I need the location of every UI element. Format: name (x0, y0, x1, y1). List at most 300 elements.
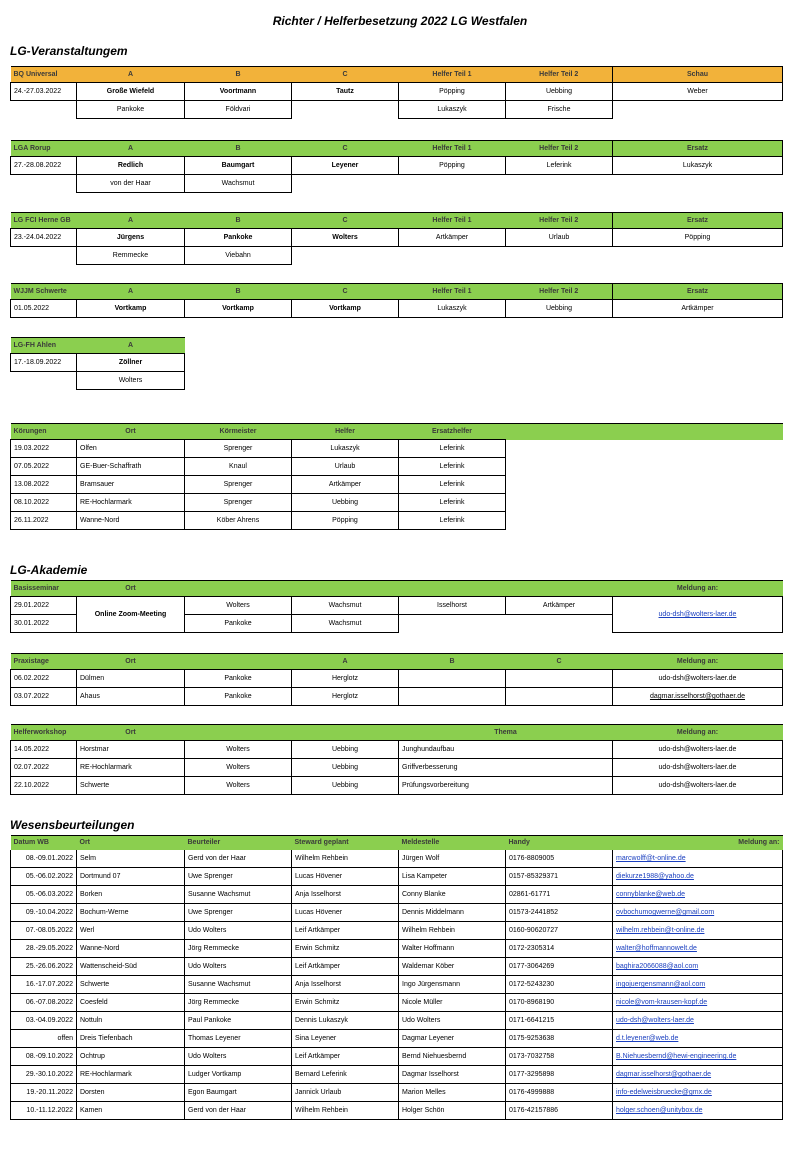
header-cell: A (77, 338, 185, 354)
cell: Olfen (77, 440, 185, 458)
praxistage-table (10, 653, 783, 706)
header-cell: Ersatz (613, 141, 783, 157)
cell: Lisa Kampeter (399, 868, 506, 886)
cell (506, 440, 783, 458)
cell: Jürgens (77, 229, 185, 247)
table-row (11, 1084, 783, 1102)
cell: 02861-61771 (506, 886, 613, 904)
table-header-row (11, 141, 783, 157)
cell: Sina Leyener (292, 1030, 399, 1048)
table-row (11, 157, 783, 175)
cell: 0176-42157886 (506, 1102, 613, 1120)
header-cell: A (77, 213, 185, 229)
cell: Walter Hoffmann (399, 940, 506, 958)
cell: Erwin Schmitz (292, 994, 399, 1012)
table-row (11, 741, 783, 759)
date-cell: offen (11, 1030, 77, 1048)
header-cell (506, 581, 613, 597)
cell: Frische (506, 101, 613, 119)
header-cell: Helfer Teil 2 (506, 141, 613, 157)
table-row (11, 886, 783, 904)
cell: 0170-8968190 (506, 994, 613, 1012)
cell (506, 670, 613, 688)
cell: Wachsmut (185, 175, 292, 193)
section-heading-wesensbeurteilungen: Wesensbeurteilungen (10, 818, 135, 832)
event-table-lg-fci-herne (10, 212, 783, 265)
cell: Udo Wolters (185, 922, 292, 940)
cell: Schwerte (77, 777, 185, 795)
date-cell: 08.-09.10.2022 (11, 1048, 77, 1066)
cell: Erwin Schmitz (292, 940, 399, 958)
meldung-email[interactable] (613, 688, 783, 706)
header-cell: C (292, 67, 399, 83)
cell: Wachsmut (292, 615, 399, 633)
header-cell: Ersatzhelfer (399, 424, 506, 440)
table-row (11, 777, 783, 795)
cell (399, 615, 506, 633)
cell (11, 175, 77, 193)
header-cell: Helfer Teil 2 (506, 213, 613, 229)
cell: Borken (77, 886, 185, 904)
header-cell: Meldung an: (613, 581, 783, 597)
cell: Uebbing (292, 777, 399, 795)
cell (11, 247, 77, 265)
cell (506, 175, 613, 193)
header-cell: Datum WB (11, 836, 77, 850)
cell: Herglotz (292, 670, 399, 688)
cell: RE-Hochlarmark (77, 759, 185, 777)
header-cell: Ort (77, 424, 185, 440)
cell: Uebbing (292, 759, 399, 777)
header-cell: B (185, 67, 292, 83)
cell: Coesfeld (77, 994, 185, 1012)
header-cell: C (292, 213, 399, 229)
table-row (11, 904, 783, 922)
cell: 0173-7032758 (506, 1048, 613, 1066)
meldung-email[interactable]: udo-dsh@wolters-laer.de (613, 777, 783, 795)
table-row (11, 83, 783, 101)
cell: Uebbing (506, 83, 613, 101)
event-table-bq-universal (10, 66, 783, 119)
cell: Jörg Remmecke (185, 940, 292, 958)
cell: Wilhelm Rehbein (292, 1102, 399, 1120)
date-cell: 06.02.2022 (11, 670, 77, 688)
header-cell: B (399, 654, 506, 670)
cell: Wolters (77, 372, 185, 390)
cell: 0157-85329371 (506, 868, 613, 886)
cell: Gerd von der Haar (185, 1102, 292, 1120)
header-cell (506, 424, 783, 440)
cell: 0176-4999888 (506, 1084, 613, 1102)
header-cell: Praxistage (11, 654, 77, 670)
cell: Leyener (292, 157, 399, 175)
document-title: Richter / Helferbesetzung 2022 LG Westfalen (272, 14, 528, 28)
table-header-row (11, 581, 783, 597)
cell: Pankoke (185, 615, 292, 633)
cell: Susanne Wachsmut (185, 886, 292, 904)
cell: Nicole Müller (399, 994, 506, 1012)
date-cell: 26.11.2022 (11, 512, 77, 530)
meldung-email-link[interactable]: walter@hoffmannowelt.de (613, 940, 783, 958)
helferworkshop-table (10, 724, 783, 795)
cell: Conny Blanke (399, 886, 506, 904)
meldung-email-link[interactable]: ovbochumogwerne@gmail.com (613, 904, 783, 922)
cell: Pöpping (613, 229, 783, 247)
cell (506, 458, 783, 476)
cell (506, 512, 783, 530)
cell: GE-Buer-Schaffrath (77, 458, 185, 476)
cell: Selm (77, 850, 185, 868)
cell: Wilhelm Rehbein (399, 922, 506, 940)
cell: Lucas Hövener (292, 868, 399, 886)
cell: Lukaszyk (399, 300, 506, 318)
cell: Leferink (399, 494, 506, 512)
cell: Pöpping (399, 83, 506, 101)
cell: Artkämper (399, 229, 506, 247)
cell: RE-Hochlarmark (77, 494, 185, 512)
basisseminar-table (10, 580, 783, 633)
meldung-email[interactable]: udo-dsh@wolters-laer.de (613, 759, 783, 777)
date-cell: 08.10.2022 (11, 494, 77, 512)
cell: Weber (613, 83, 783, 101)
header-cell: A (77, 141, 185, 157)
cell: Wilhelm Rehbein (292, 850, 399, 868)
header-cell: Beurteiler (185, 836, 292, 850)
table-header-row (11, 424, 783, 440)
cell: Redlich (77, 157, 185, 175)
meldung-email[interactable] (613, 597, 783, 633)
cell: 0177-3295898 (506, 1066, 613, 1084)
koerungen-table (10, 423, 783, 530)
cell: Uwe Sprenger (185, 868, 292, 886)
date-cell: 06.-07.08.2022 (11, 994, 77, 1012)
header-cell: A (77, 284, 185, 300)
cell: Egon Baumgart (185, 1084, 292, 1102)
header-cell: Helferworkshop (11, 725, 77, 741)
cell: Wolters (292, 229, 399, 247)
cell: Ochtrup (77, 1048, 185, 1066)
table-row (11, 175, 783, 193)
header-cell: Meldung an: (613, 836, 783, 850)
email-link[interactable]: dagmar.isselhorst@gothaer.de (649, 693, 746, 700)
header-cell: B (185, 141, 292, 157)
cell (292, 247, 399, 265)
cell: Pankoke (185, 229, 292, 247)
date-cell: 14.05.2022 (11, 741, 77, 759)
header-cell: C (292, 284, 399, 300)
header-cell: Helfer Teil 1 (399, 213, 506, 229)
cell: Ingo Jürgensmann (399, 976, 506, 994)
table-header-row (11, 654, 783, 670)
date-cell: 29.-30.10.2022 (11, 1066, 77, 1084)
meldung-email-link[interactable]: ingojuergensmann@aol.com (613, 976, 783, 994)
cell: 01573-2441852 (506, 904, 613, 922)
cell: Lukaszyk (292, 440, 399, 458)
table-row (11, 494, 783, 512)
cell: Bramsauer (77, 476, 185, 494)
date-cell: 02.07.2022 (11, 759, 77, 777)
cell: Isselhorst (399, 597, 506, 615)
header-cell: Helfer Teil 1 (399, 67, 506, 83)
cell: 0171-6641215 (506, 1012, 613, 1030)
meldung-email-link[interactable]: wilhelm.rehbein@t-online.de (613, 922, 783, 940)
table-row (11, 1048, 783, 1066)
cell: Große Wiefeld (77, 83, 185, 101)
table-header-row (11, 836, 783, 850)
header-cell: LG FCI Herne GB (11, 213, 77, 229)
meldung-email-link[interactable]: baghira2066088@aol.com (613, 958, 783, 976)
cell: Anja Isselhorst (292, 976, 399, 994)
table-row (11, 1030, 783, 1048)
cell: 0172-2305314 (506, 940, 613, 958)
cell: Sprenger (185, 440, 292, 458)
cell: Pankoke (185, 688, 292, 706)
header-cell (185, 725, 292, 741)
header-cell (185, 581, 292, 597)
meldung-email-link[interactable]: dagmar.isselhorst@gothaer.de (613, 1066, 783, 1084)
cell: Paul Pankoke (185, 1012, 292, 1030)
cell: Horstmar (77, 741, 185, 759)
cell: Köber Ahrens (185, 512, 292, 530)
cell: Ludger Vortkamp (185, 1066, 292, 1084)
date-cell: 01.05.2022 (11, 300, 77, 318)
cell: Jannick Urlaub (292, 1084, 399, 1102)
date-cell: 10.-11.12.2022 (11, 1102, 77, 1120)
cell: Viebahn (185, 247, 292, 265)
date-cell: 13.08.2022 (11, 476, 77, 494)
header-cell: Körungen (11, 424, 77, 440)
date-cell: 30.01.2022 (11, 615, 77, 633)
date-cell: 07.-08.05.2022 (11, 922, 77, 940)
cell: Udo Wolters (185, 1048, 292, 1066)
header-cell: B (185, 213, 292, 229)
table-header-row (11, 213, 783, 229)
header-cell (292, 581, 399, 597)
thema-cell: Prüfungsvorbereitung (399, 777, 613, 795)
cell (506, 476, 783, 494)
cell: Wanne-Nord (77, 512, 185, 530)
cell: Vortkamp (292, 300, 399, 318)
cell: Schwerte (77, 976, 185, 994)
header-cell: A (292, 654, 399, 670)
date-cell: 25.-26.06.2022 (11, 958, 77, 976)
cell: Urlaub (292, 458, 399, 476)
meldung-email-link[interactable]: B.Niehuesbernd@hewi-engineering.de (613, 1048, 783, 1066)
cell: Dülmen (77, 670, 185, 688)
date-cell: 05.-06.03.2022 (11, 886, 77, 904)
cell: Artkämper (506, 597, 613, 615)
meldung-email-link[interactable]: diekurze1988@yahoo.de (613, 868, 783, 886)
cell: 0160-90620727 (506, 922, 613, 940)
meldung-email-link[interactable]: nicole@vom-krausen-kopf.de (613, 994, 783, 1012)
header-cell: Helfer Teil 2 (506, 284, 613, 300)
header-cell (399, 581, 506, 597)
wesensbeurteilungen-table (10, 835, 783, 1120)
cell: Jürgen Wolf (399, 850, 506, 868)
cell: Tautz (292, 83, 399, 101)
cell: Artkämper (292, 476, 399, 494)
cell: Nottuln (77, 1012, 185, 1030)
cell: Leferink (506, 157, 613, 175)
cell: Urlaub (506, 229, 613, 247)
cell: Wattenscheid-Süd (77, 958, 185, 976)
cell: Uebbing (292, 741, 399, 759)
table-header-row (11, 284, 783, 300)
meldung-email-link[interactable]: connyblanke@web.de (613, 886, 783, 904)
cell: Artkämper (613, 300, 783, 318)
cell: Dennis Middelmann (399, 904, 506, 922)
cell: Werl (77, 922, 185, 940)
table-row (11, 458, 783, 476)
header-cell: Basisseminar (11, 581, 77, 597)
cell: Uwe Sprenger (185, 904, 292, 922)
cell: Dortmund 07 (77, 868, 185, 886)
cell (613, 101, 783, 119)
cell: RE-Hochlarmark (77, 1066, 185, 1084)
date-cell: 29.01.2022 (11, 597, 77, 615)
table-row (11, 850, 783, 868)
date-cell: 09.-10.04.2022 (11, 904, 77, 922)
cell: Bochum-Werne (77, 904, 185, 922)
table-row (11, 440, 783, 458)
date-cell: 08.-09.01.2022 (11, 850, 77, 868)
cell (506, 688, 613, 706)
cell: Wolters (185, 741, 292, 759)
cell: Leif Artkämper (292, 922, 399, 940)
event-table-lga-rorup (10, 140, 783, 193)
cell: Dreis Tiefenbach (77, 1030, 185, 1048)
cell: Bernd Niehuesbernd (399, 1048, 506, 1066)
header-cell: Thema (399, 725, 613, 741)
table-row (11, 1012, 783, 1030)
cell: Marion Melles (399, 1084, 506, 1102)
section-heading-veranstaltungen: LG-Veranstaltungem (10, 44, 128, 58)
cell: 0175-9253638 (506, 1030, 613, 1048)
cell (506, 494, 783, 512)
cell (506, 615, 613, 633)
date-cell: 03.07.2022 (11, 688, 77, 706)
meldung-email-link[interactable]: marcwolff@t-online.de (613, 850, 783, 868)
header-cell: Ort (77, 654, 185, 670)
header-cell: Meldestelle (399, 836, 506, 850)
cell: Udo Wolters (185, 958, 292, 976)
date-cell: 16.-17.07.2022 (11, 976, 77, 994)
cell: Dagmar Isselhorst (399, 1066, 506, 1084)
date-cell: 22.10.2022 (11, 777, 77, 795)
table-row (11, 759, 783, 777)
table-row (11, 300, 783, 318)
cell: Leif Artkämper (292, 958, 399, 976)
cell: Anja Isselhorst (292, 886, 399, 904)
table-row (11, 229, 783, 247)
cell: Udo Wolters (399, 1012, 506, 1030)
cell: 0177-3064269 (506, 958, 613, 976)
header-cell: BQ Universal (11, 67, 77, 83)
cell: Susanne Wachsmut (185, 976, 292, 994)
date-cell: 03.-04.09.2022 (11, 1012, 77, 1030)
header-cell: Ersatz (613, 284, 783, 300)
cell: Wolters (185, 777, 292, 795)
event-table-wjjm-schwerte (10, 283, 783, 318)
cell: Dorsten (77, 1084, 185, 1102)
cell (399, 247, 506, 265)
header-cell (292, 725, 399, 741)
table-row (11, 688, 783, 706)
table-row (11, 868, 783, 886)
cell (292, 101, 399, 119)
header-cell: Ort (77, 725, 185, 741)
email-link[interactable]: udo-dsh@wolters-laer.de (658, 611, 737, 618)
cell: Gerd von der Haar (185, 850, 292, 868)
date-cell: 23.-24.04.2022 (11, 229, 77, 247)
header-cell (185, 654, 292, 670)
cell: Wolters (185, 597, 292, 615)
date-cell: 19.-20.11.2022 (11, 1084, 77, 1102)
cell: Vortkamp (77, 300, 185, 318)
cell: Waldemar Köber (399, 958, 506, 976)
table-header-row (11, 725, 783, 741)
meldung-email-link[interactable]: udo-dsh@wolters-laer.de (613, 1012, 783, 1030)
cell: Jörg Remmecke (185, 994, 292, 1012)
header-cell: Meldung an: (613, 725, 783, 741)
cell: Földvari (185, 101, 292, 119)
cell: Sprenger (185, 494, 292, 512)
cell: Lukaszyk (399, 101, 506, 119)
cell: Baumgart (185, 157, 292, 175)
cell: Pankoke (185, 670, 292, 688)
meldung-email[interactable]: udo-dsh@wolters-laer.de (613, 741, 783, 759)
header-cell: Helfer Teil 1 (399, 284, 506, 300)
date-cell: 05.-06.02.2022 (11, 868, 77, 886)
table-row (11, 372, 185, 390)
cell: Voortmann (185, 83, 292, 101)
table-row (11, 512, 783, 530)
cell: Vortkamp (185, 300, 292, 318)
cell: Lucas Hövener (292, 904, 399, 922)
cell: Zöllner (77, 354, 185, 372)
cell: Sprenger (185, 476, 292, 494)
cell (399, 670, 506, 688)
meldung-email[interactable]: udo-dsh@wolters-laer.de (613, 670, 783, 688)
header-cell: Ort (77, 581, 185, 597)
cell: Leferink (399, 458, 506, 476)
cell: Uebbing (506, 300, 613, 318)
event-table-lg-fh-ahlen (10, 337, 185, 390)
cell: Leferink (399, 512, 506, 530)
cell: 0172-5243230 (506, 976, 613, 994)
table-row (11, 958, 783, 976)
date-cell: 19.03.2022 (11, 440, 77, 458)
header-cell: Helfer (292, 424, 399, 440)
cell: Lukaszyk (613, 157, 783, 175)
meldung-email-link[interactable]: holger.schoen@unitybox.de (613, 1102, 783, 1120)
table-row (11, 247, 783, 265)
header-cell: C (292, 141, 399, 157)
table-row (11, 922, 783, 940)
cell: Pankoke (77, 101, 185, 119)
date-cell: 28.-29.05.2022 (11, 940, 77, 958)
meldung-email-link[interactable]: info-edelweisbruecke@gmx.de (613, 1084, 783, 1102)
cell: Leferink (399, 440, 506, 458)
cell: Wanne-Nord (77, 940, 185, 958)
header-cell: C (506, 654, 613, 670)
meldung-email-link[interactable]: d.t.leyener@web.de (613, 1030, 783, 1048)
cell: Bernard Leferink (292, 1066, 399, 1084)
table-row (11, 940, 783, 958)
cell: Knaul (185, 458, 292, 476)
header-cell: WJJM Schwerte (11, 284, 77, 300)
date-cell: 07.05.2022 (11, 458, 77, 476)
